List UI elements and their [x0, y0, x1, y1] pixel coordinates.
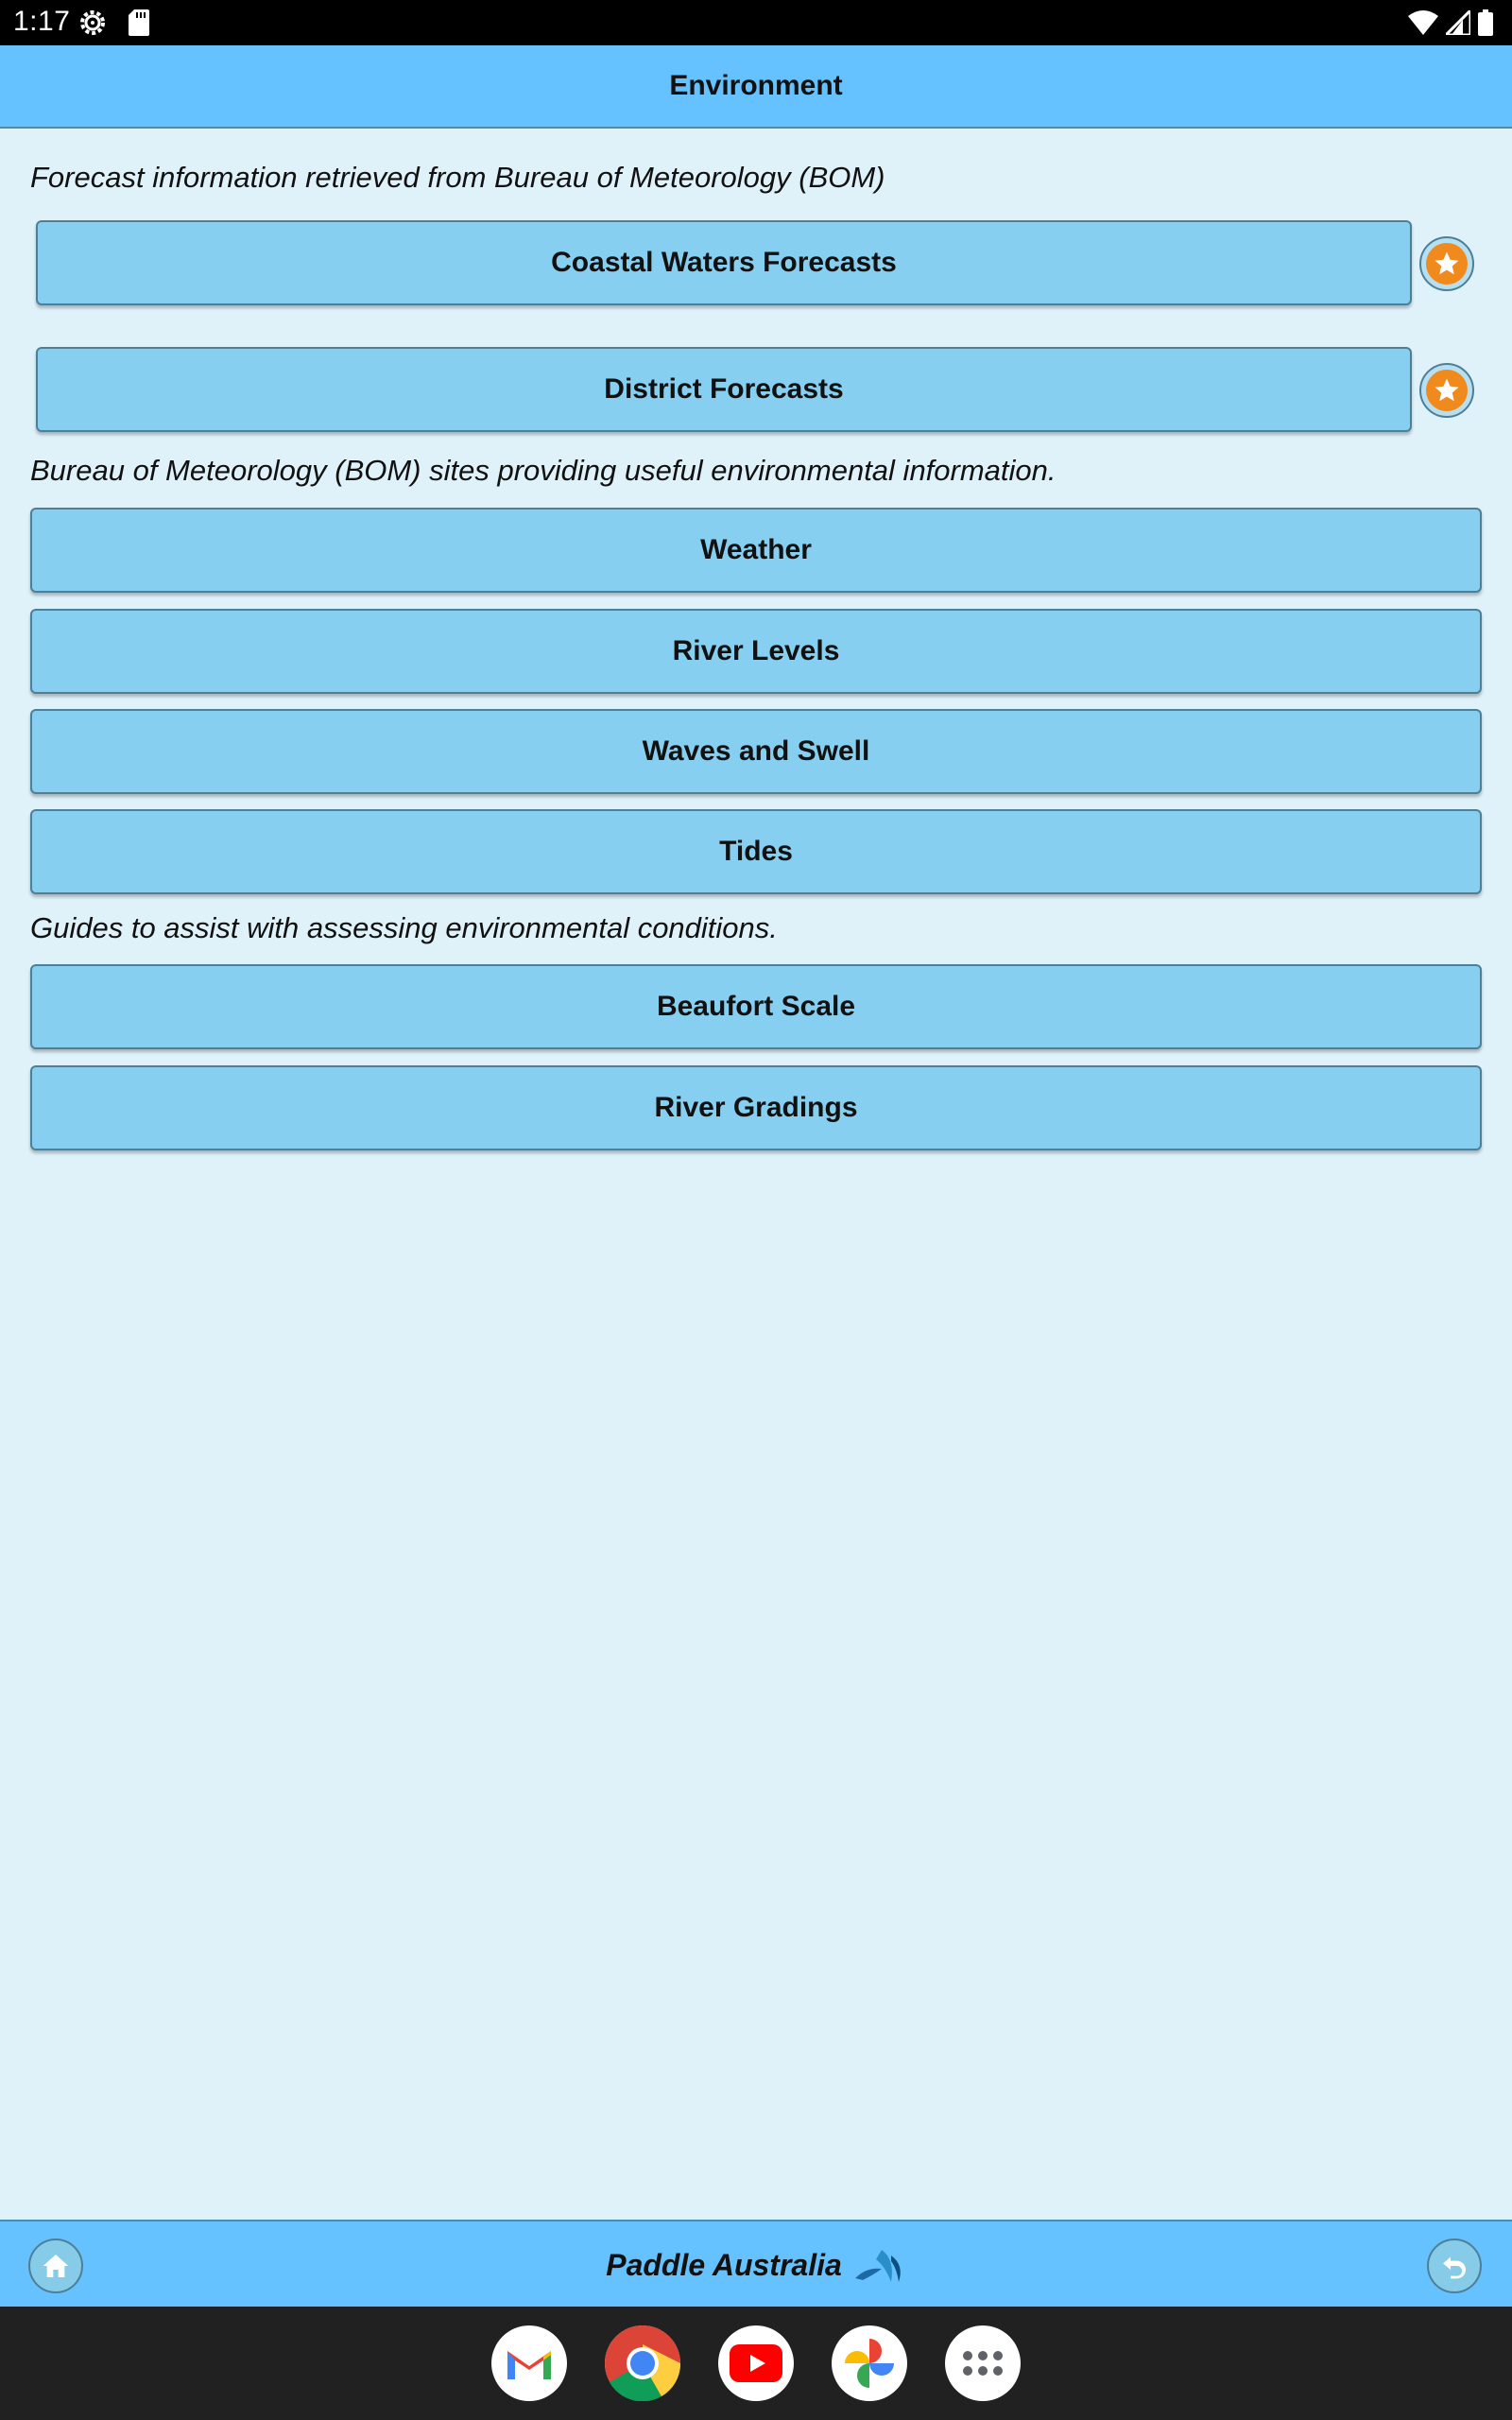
button-label: Coastal Waters Forecasts	[551, 247, 897, 278]
guides-intro-text: Guides to assist with assessing environmental conditions.	[30, 911, 778, 944]
button-label: Tides	[719, 836, 793, 867]
button-label: Beaufort Scale	[656, 991, 856, 1022]
bom-intro-text: Bureau of Meteorology (BOM) sites providing useful environmental information.	[30, 454, 1057, 487]
back-button[interactable]	[1427, 2238, 1482, 2293]
page-title: Environment	[669, 70, 843, 101]
button-label: Waves and Swell	[642, 735, 870, 767]
button-label: Weather	[700, 534, 812, 565]
youtube-icon	[730, 2344, 782, 2382]
app-drawer[interactable]	[945, 2325, 1021, 2401]
button-label: District Forecasts	[604, 373, 844, 405]
star-icon	[1426, 243, 1468, 285]
weather-button[interactable]	[30, 508, 1482, 593]
gmail-app[interactable]	[491, 2325, 567, 2401]
home-button[interactable]	[28, 2238, 83, 2293]
system-dock	[0, 2307, 1512, 2420]
brand-name: Paddle Australia	[606, 2247, 842, 2282]
gear-icon	[77, 8, 108, 38]
button-label: River Levels	[672, 635, 840, 666]
favourite-coastal-waters-button[interactable]	[1419, 236, 1474, 291]
app-header	[0, 45, 1512, 129]
status-bar	[0, 0, 1512, 45]
waves-and-swell-button[interactable]	[30, 709, 1482, 794]
chrome-icon	[605, 2325, 680, 2401]
star-icon	[1426, 370, 1468, 411]
paddle-australia-logo-icon	[853, 2246, 906, 2284]
photos-app[interactable]	[832, 2325, 907, 2401]
status-time: 1:17	[13, 6, 71, 37]
river-levels-button[interactable]	[30, 609, 1482, 694]
footer-bar	[0, 2220, 1512, 2307]
forecast-intro-text: Forecast information retrieved from Bureau of Meteorology (BOM)	[30, 161, 885, 194]
gmail-icon	[504, 2343, 555, 2383]
app-drawer-icon	[962, 2348, 1004, 2378]
footer-brand	[0, 2221, 1512, 2308]
chrome-app[interactable]	[605, 2325, 680, 2401]
photos-icon	[841, 2335, 898, 2392]
favourite-district-forecasts-button[interactable]	[1419, 363, 1474, 418]
back-icon	[1439, 2251, 1469, 2281]
button-label: River Gradings	[654, 1092, 858, 1123]
home-icon	[41, 2251, 71, 2281]
battery-icon	[1478, 9, 1493, 36]
coastal-waters-forecasts-button[interactable]	[36, 220, 1412, 305]
wifi-icon	[1408, 10, 1438, 35]
signal-icon	[1446, 10, 1470, 35]
river-gradings-button[interactable]	[30, 1065, 1482, 1150]
beaufort-scale-button[interactable]	[30, 964, 1482, 1049]
tides-button[interactable]	[30, 809, 1482, 894]
district-forecasts-button[interactable]	[36, 347, 1412, 432]
youtube-app[interactable]	[718, 2325, 794, 2401]
status-icons	[1408, 9, 1493, 36]
sd-card-icon	[129, 9, 149, 36]
